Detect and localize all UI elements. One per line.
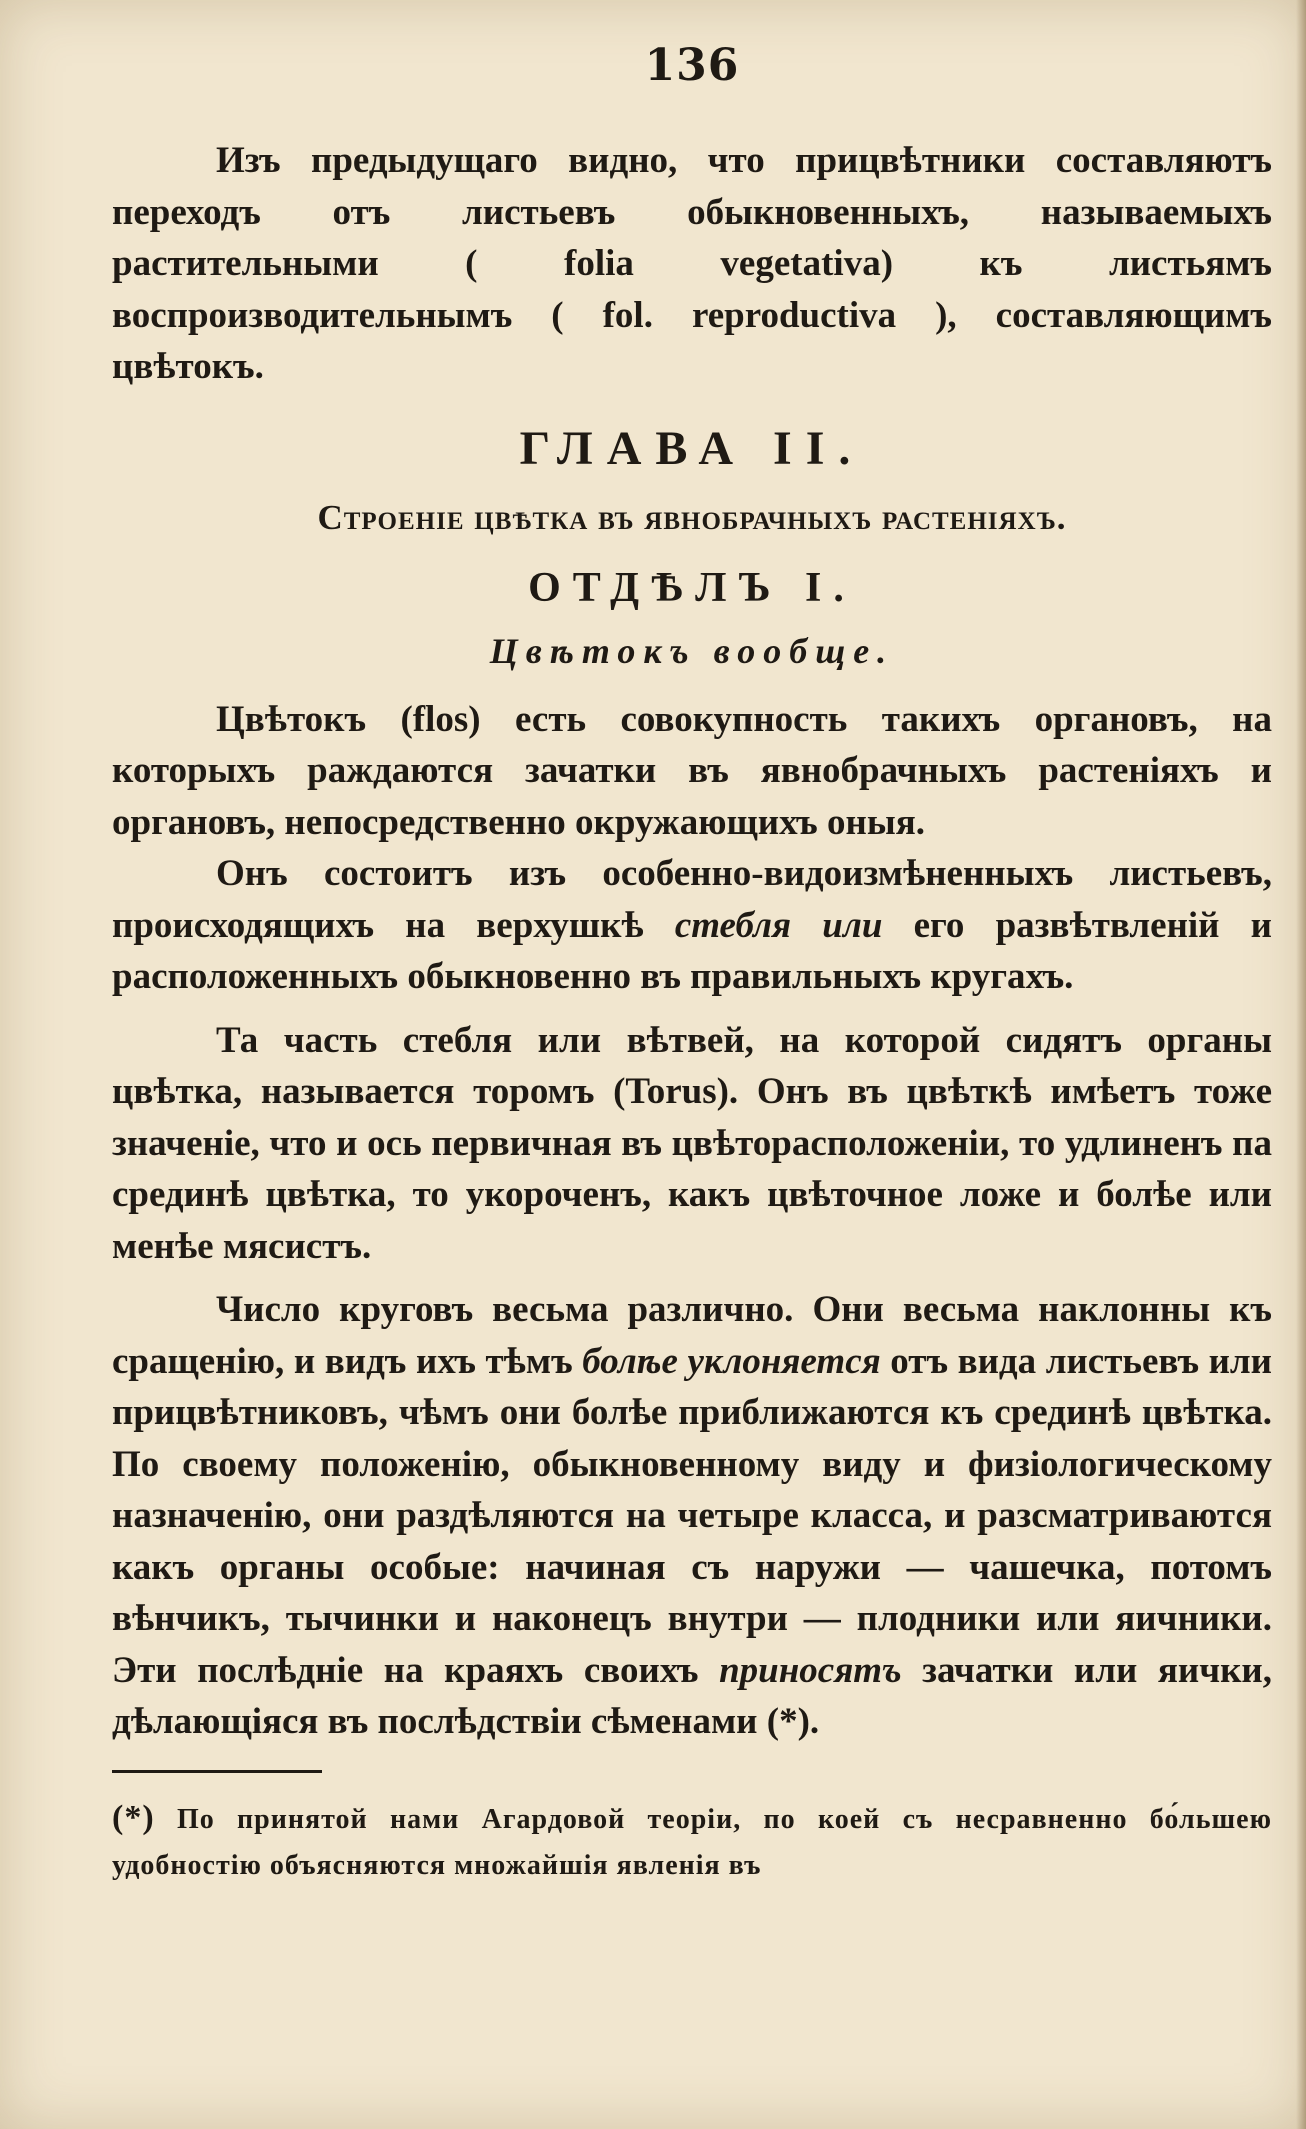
footnote <box>112 1795 1272 1889</box>
paragraph-torus: Та часть стебля или вѣтвей, на которой сидятъ органы цвѣтка, называется торомъ (Torus). Онъ въ цвѣткѣ имѣетъ тоже значеніе, что и ось первичная въ цвѣторасположеніи, то удлиненъ па срединѣ цвѣтка, то укороченъ, какъ цвѣточное ложе и болѣе или менѣе мясистъ. <box>112 1019 1272 1267</box>
chapter-subtitle: Строеніе цвѣтка въ явнобрачныхъ растеніяхъ. <box>317 497 1067 537</box>
spacer <box>112 1003 1272 1015</box>
section-subtitle: Цвѣтокъ вообще. <box>489 630 895 671</box>
paragraph-text-part: его развѣтвленій и расположенныхъ обыкновенно въ правильныхъ кругахъ. <box>112 904 1272 997</box>
paragraph-text-part: отъ вида листьевъ или прицвѣтниковъ, чѣмъ они болѣе приближаются къ срединѣ цвѣтка. По своему положенію, обыкновенному виду и физіологическому назначенію, они раздѣляются на четыре класса, и разсматриваются какъ органы особые: начиная съ наружи — чашечка, потомъ вѣнчикъ, тычинки и наконецъ внутри — плодники или яичники. Эти послѣдніе на краяхъ своихъ <box>112 1340 1272 1691</box>
paragraph-italic-term: или <box>822 904 883 946</box>
page-content <box>112 40 1272 1889</box>
paragraph-flower-definition: Цвѣтокъ (flos) есть совокупность такихъ органовъ, на которыхъ раждаются зачатки въ явнобрачныхъ растеніяхъ и органовъ, непосредственно окружающихъ оныя. <box>112 698 1272 843</box>
spacer <box>112 1272 1272 1284</box>
paragraph-text-part <box>791 905 822 946</box>
page-edge-shadow <box>1296 0 1306 2129</box>
paragraph-italic-term: приносятъ <box>719 1649 902 1691</box>
page-number: 136 <box>644 40 740 91</box>
footnote-divider <box>112 1770 322 1773</box>
paragraph-italic-term: болѣе уклоняется <box>582 1340 881 1382</box>
footnote-marker: (*) <box>112 1798 155 1836</box>
paragraph-circles <box>112 1284 1272 1748</box>
chapter-title: ГЛАВА II. <box>519 421 865 475</box>
paragraph-flower-structure <box>112 848 1272 1003</box>
footnote-text: По принятой нами Агардовой теоріи, по коей съ несравненно бо́льшею удобностію объясняются множайшія явленія въ <box>112 1803 1272 1881</box>
intro-paragraph: Изъ предыдущаго видно, что прицвѣтники составляютъ переходъ отъ листьевъ обыкновенныхъ, называемыхъ растительными ( folia vegetativa) къ листьямъ воспроизводительнымъ ( fol. reproductiva ), составляющимъ цвѣтокъ. <box>112 140 1272 387</box>
paragraph-text-part: Число круговъ весьма различно. Они весьма наклонны къ сращенію, и видъ ихъ тѣмъ <box>112 1289 1272 1382</box>
paragraph-italic-term: стебля <box>674 904 792 946</box>
section-title: ОТДѢЛЪ I. <box>528 564 856 611</box>
paragraph-text-part: зачатки или яички, дѣлающіяся въ послѣдствіи сѣменами (*). <box>112 1649 1272 1742</box>
paragraph-text-part: Онъ состоитъ изъ особенно-видоизмѣненныхъ листьевъ, происходящихъ на верхушкѣ <box>112 853 1272 946</box>
